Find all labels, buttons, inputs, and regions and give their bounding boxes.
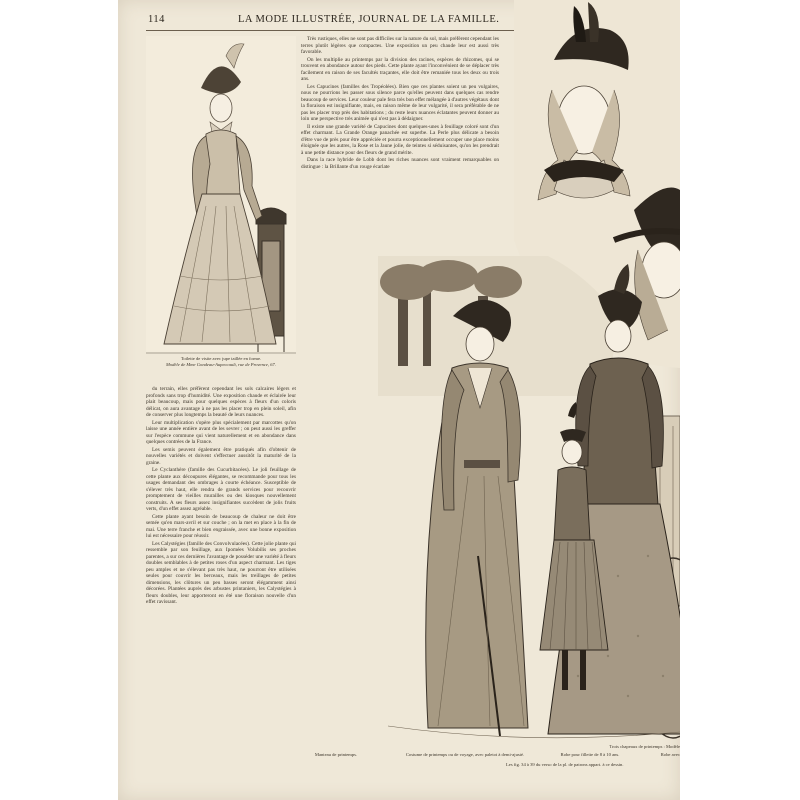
journal-page <box>118 0 680 800</box>
figure-fashion-plate <box>268 256 680 750</box>
caption-robe: Robe pour fillette de 8 à 10 ans. <box>560 752 620 757</box>
paragraph: Cette plante ayant besoin de beaucoup de chaleur ne doit être semée qu'en mars-avril et sur couche ; on la met en place à la fin de mai. Une terre franche et bien engraissée, avec une bonne exposition lui est nécessaire pour réussir. <box>146 513 296 539</box>
paragraph: Les semis peuvent également être pratiqués afin d'obtenir de nouvelles variétés et doivent s'effectuer aussitôt la maturité de la graine. <box>146 446 296 466</box>
figure-1-credit: Modèle de Mme Gondeau-Aupeccault, rue de Provence, 67. <box>165 361 277 367</box>
paragraph: du terrain, elles préfèrent cependant les sols calcaires légers et profonds sans trop d'humidité. Une exposition chaude et éclairée leur plait beaucoup, mais pour quelques espèces à fleurs d'un coloris délicat, on aura avantage à ne pas les placer trop en plein soleil, afin de conserver plus longtemps la beauté de leurs nuances. <box>146 386 296 418</box>
paragraph: Il existe une grande variété de Capucines dont quelques-unes à feuillage coloré sont d'un effet charmant. La Grande Orange panachée est superbe. La Perle plus délicate a besoin d'être vue de près pour être appréciée et pourra exceptionnellement occuper une place moins éloignée que les autres, la Rose et la Jaune jolie, de teintes si séduisantes, qu'on les prendrait à une petite distance pour des fleurs de grand mérite. <box>301 123 499 156</box>
paragraph: Les Capucines (familles des Tropéolées). Bien que ces plantes soient un peu vulgaires, nous ne pourrions les passer sous silence parce qu'elles peuvent dans quelques cas rendre beaucoup de services. Leur couleur pale fera très bon effet mélangée à d'autres végétaux dont la floraison est insignifiante, mais, en raison même de leur vulgarité, il sera préférable de ne pas les placer trop près des habitations ; du reste leurs nuances éclatantes peuvent donner au loin une perspective très animée qui n'est pas à dédaigner. <box>301 83 499 122</box>
article-column-top <box>301 36 499 171</box>
paragraph: On les multiplie au printemps par la division des racines, espèces de rhizomes, qui se trouvent en abondance autour des pieds. Cette plante ayant l'inconvénient de se déplacer très facilement en raison de ses facultés traçantes, elle doit être remaniée tous les deux ou trois ans. <box>301 56 499 82</box>
figure-1-title: Toilette de visite avec jupe taillée en forme. <box>180 356 262 361</box>
caption-manteau: Manteau de printemps. <box>314 752 358 757</box>
paragraph: Leur multiplication s'opère plus spécialement par marcottes qu'on laisse une année entière avant de les sevrer ; on peut aussi les greffer sur l'espèce commune qui vient naturellement et en abondance dans quelques contrées de la France. <box>146 419 296 445</box>
caption-robe-cut: Robe avec <box>660 752 680 757</box>
paragraph: Le Cyclanthère (famille des Cucurbitacées). Le joli feuillage de cette plante aux découpures élégantes, se recommande pour tous les usages demandant des ombrages à courte échéance. Susceptible de s'élever très haut, elle rendra de grands services pour recouvrir promptement de vieilles murailles ou des kiosques nouvellement construits. A ses fleurs assez insignifiantes succèdent de jolis fruits verts, d'un effet assez agréable. <box>146 467 296 512</box>
caption-costume: Costume de printemps ou de voyage, avec paletot à demi-ajusté. <box>405 752 525 757</box>
page-number: 114 <box>148 14 165 25</box>
paragraph: Les Calystégies (famille des Convolvulacées). Cette jolie plante qui ressemble par son feuillage, aux Ipomées Volubilis ses proches parentes, a sur ces dernières l'avantage de posséder une variété à fleurs doubles semblables à de petites roses d'un aspect charmant. Les tiges peu amples et ne s'élevant pas très haut, ne pourront être utilisées seules pour couvrir les berceaux, mais les treillages de petites dimensions, les clôtures un peu basses seront élégamment ainsi décorées. Plantées auprès des arbustes printaniers, les Calystégies à fleurs doubles, leur apporteront en été une floraison nouvelle d'un effet ravissant. <box>146 540 296 605</box>
paragraph: Très rustiques, elles ne sont pas difficiles sur la nature du sol, mais préfèrent cependant les terres plutôt légères que compactes. Une exposition un peu chaude leur est aussi très favorable. <box>301 36 499 55</box>
journal-title: LA MODE ILLUSTRÉE, JOURNAL DE LA FAMILLE. <box>238 14 500 25</box>
caption-chapeaux: Trois chapeaux de printemps : Modèle <box>609 744 680 749</box>
paragraph: Dans la race hybride de Lobb dont les riches nuances sont vraiment remarquables on distingue : la Brillante d'un rouge écarlate <box>301 157 499 170</box>
caption-patrons: Les fig. 34 à 39 du verso de la pl. de patrons appart. à ce dessin. <box>506 762 624 767</box>
